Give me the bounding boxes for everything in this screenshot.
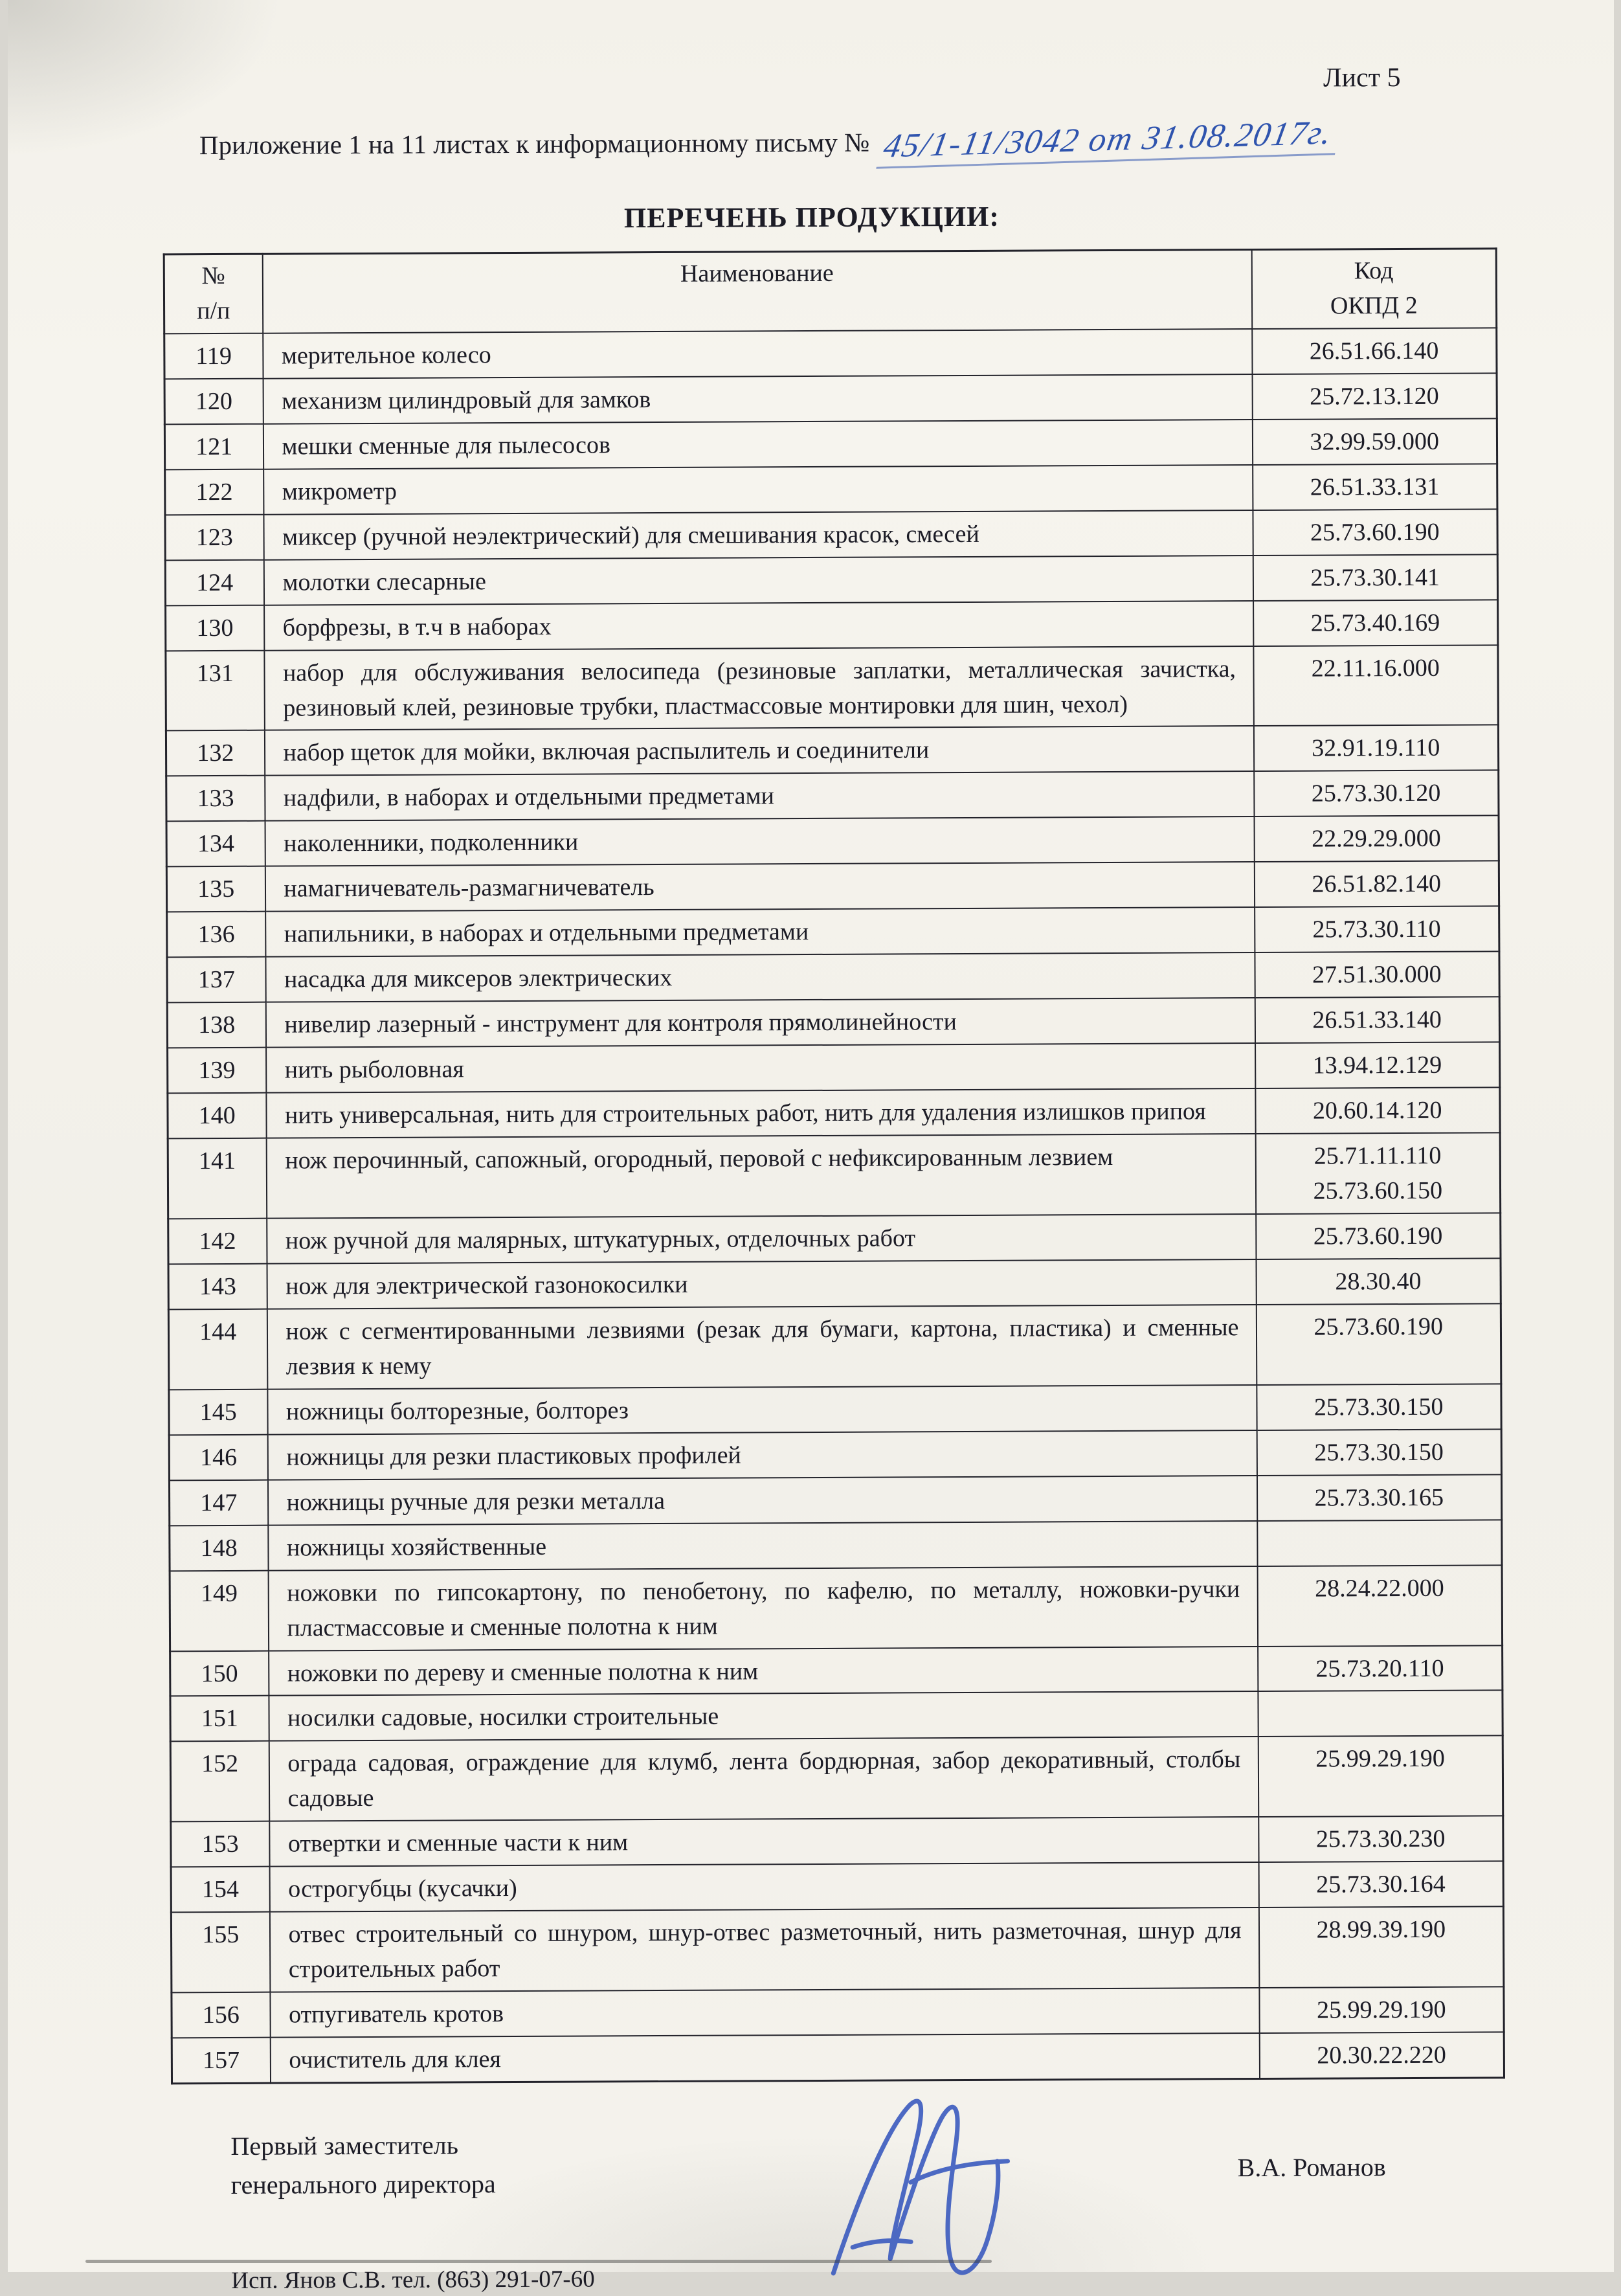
cell-code: 22.11.16.000 (1253, 645, 1498, 726)
product-table-body (164, 328, 1504, 2084)
cell-num: 131 (165, 650, 264, 731)
cell-code: 28.30.40 (1255, 1258, 1500, 1305)
table-row (170, 1816, 1503, 1867)
cell-code: 25.73.60.190 (1256, 1303, 1501, 1385)
cell-name: набор щеток для мойки, включая распылитель и соединители (264, 726, 1253, 776)
cell-num: 138 (167, 1002, 265, 1048)
cell-name: отвертки и сменные части к ним (269, 1817, 1258, 1867)
cell-num: 137 (166, 957, 265, 1003)
cell-num: 155 (171, 1912, 270, 1993)
cell-code: 25.73.30.110 (1254, 906, 1499, 953)
table-row (166, 771, 1498, 822)
table-row (165, 645, 1498, 731)
cell-name: надфили, в наборах и отдельными предметами (264, 771, 1253, 821)
table-row (169, 1520, 1501, 1571)
cell-num: 154 (171, 1867, 269, 1913)
cell-num: 156 (171, 1992, 269, 2038)
cell-num: 146 (169, 1434, 267, 1480)
table-row (168, 1384, 1501, 1435)
executor-line: Исп. Янов С.В. тел. (863) 291-07-60 (230, 2266, 595, 2294)
header-cell-code: Код ОКПД 2 (1251, 249, 1497, 329)
cell-name: мерительное колесо (262, 329, 1251, 379)
cell-num: 120 (164, 379, 263, 425)
cell-name: ограда садовая, ограждение для клумб, лента бордюрная, забор декоративный, столбы садовые (269, 1737, 1258, 1821)
cell-name: ножницы для резки пластиковых профилей (267, 1430, 1257, 1480)
cell-num: 157 (172, 2038, 270, 2084)
header-cell-num: № п/п (164, 254, 263, 333)
cell-num: 145 (168, 1389, 267, 1435)
table-row (165, 600, 1497, 651)
cell-code: 26.51.66.140 (1251, 328, 1496, 374)
cell-name: набор для обслуживания велосипеда (резиновые заплатки, металлическая зачистка, резиновый клей, резиновые трубки, пластмассовые монтировки для шин, чехол) (263, 646, 1253, 731)
header-row (164, 249, 1497, 333)
table-row (171, 1907, 1504, 1993)
cell-name: напильники, в наборах и отдельными предметами (265, 907, 1254, 957)
cell-num: 148 (169, 1525, 267, 1571)
footer-block (230, 2122, 1461, 2295)
table-row (168, 1258, 1501, 1309)
cell-num: 149 (170, 1570, 269, 1651)
cell-code: 25.73.30.150 (1256, 1384, 1501, 1430)
signer-title (230, 2126, 594, 2205)
cell-num: 124 (165, 559, 263, 605)
table-row (166, 725, 1498, 776)
cell-name: нивелир лазерный - инструмент для контроля прямолинейности (265, 998, 1255, 1048)
signer-title-line2: генерального директора (230, 2169, 496, 2200)
cell-num: 134 (166, 821, 265, 867)
cell-code: 25.73.20.110 (1257, 1645, 1502, 1692)
document-content (8, 0, 1621, 2295)
cell-name: ножовки по гипсокартону, по пенобетону, по кафелю, по металлу, ножовки-ручки пластмассовые и сменные полотна к ним (268, 1566, 1258, 1651)
cell-name: ножницы болторезные, болторез (267, 1385, 1256, 1435)
cell-code: 25.99.29.190 (1258, 1736, 1503, 1818)
cell-name: нож для электрической газонокосилки (267, 1259, 1256, 1309)
cell-name: борфрезы, в т.ч в наборах (263, 601, 1253, 651)
table-row (171, 1986, 1503, 2038)
table-row (167, 1087, 1499, 1138)
scanner-edge-artifact (85, 2260, 992, 2263)
cell-num: 153 (170, 1821, 269, 1867)
cell-code: 25.73.30.150 (1257, 1429, 1501, 1476)
table-row (170, 1565, 1503, 1651)
cell-name: нож ручной для малярных, штукатурных, отделочных работ (266, 1214, 1255, 1264)
table-row (167, 997, 1499, 1048)
cell-name: намагничеватель-размагничеватель (265, 862, 1254, 912)
table-row (170, 1645, 1502, 1696)
cell-num: 121 (164, 424, 263, 470)
cell-name: отпугиватель кротов (269, 1988, 1258, 2038)
table-row (169, 1429, 1501, 1480)
header-cell-name: Наименование (262, 250, 1252, 333)
cell-code: 25.73.30.164 (1258, 1862, 1503, 1908)
signer-name: В.А. Романов (1237, 2152, 1386, 2183)
cell-code: 25.73.30.141 (1253, 554, 1497, 601)
table-row (171, 1862, 1503, 1913)
table-row (166, 952, 1499, 1003)
cell-code: 25.73.30.165 (1257, 1474, 1501, 1521)
cell-name: нож с сегментированными лезвиями (резак для бумаги, картона, пластика) и сменные лезвия к нему (267, 1305, 1257, 1390)
table-row (170, 1691, 1502, 1742)
cell-name: молотки слесарные (263, 556, 1253, 605)
cell-code: 25.73.60.190 (1255, 1213, 1500, 1259)
product-table (162, 247, 1504, 2084)
cell-num: 119 (164, 333, 262, 379)
table-row (170, 1736, 1503, 1822)
cell-name: острогубцы (кусачки) (269, 1862, 1258, 1912)
table-row (164, 509, 1497, 560)
signer-title-line1: Первый заместитель (230, 2130, 458, 2161)
table-row (168, 1213, 1500, 1264)
cell-name: носилки садовые, носилки строительные (268, 1691, 1257, 1741)
cell-num: 147 (169, 1480, 267, 1525)
cell-num: 141 (168, 1138, 267, 1219)
cell-name: нож перочинный, сапожный, огородный, перовой с нефиксированным лезвием (266, 1134, 1256, 1219)
appendix-header-line (199, 114, 1614, 166)
cell-code: 27.51.30.000 (1254, 952, 1499, 998)
cell-num: 150 (170, 1650, 268, 1696)
table-row (164, 328, 1496, 379)
cell-name: ножницы ручные для резки металла (267, 1476, 1257, 1525)
cell-code: 25.99.29.190 (1258, 1986, 1503, 2033)
cell-code: 22.29.29.000 (1254, 816, 1499, 862)
table-row (166, 861, 1499, 912)
cell-code: 32.91.19.110 (1253, 725, 1498, 772)
table-row (168, 1303, 1501, 1390)
cell-code: 28.24.22.000 (1257, 1565, 1503, 1647)
table-row (167, 1042, 1499, 1094)
cell-name: мешки сменные для пылесосов (263, 420, 1252, 469)
cell-num: 152 (170, 1741, 269, 1822)
cell-code: 13.94.12.129 (1255, 1042, 1499, 1089)
table-row (165, 554, 1497, 605)
cell-code: 25.73.40.169 (1253, 600, 1497, 646)
cell-num: 135 (166, 866, 265, 912)
cell-num: 143 (168, 1264, 267, 1310)
cell-num: 151 (170, 1696, 268, 1742)
cell-num: 130 (165, 605, 263, 651)
cell-code: 26.51.82.140 (1254, 861, 1499, 908)
product-table-header (164, 249, 1497, 333)
cell-num: 123 (164, 514, 263, 560)
cell-name: механизм цилиндровый для замков (263, 374, 1252, 424)
cell-name: насадка для миксеров электрических (265, 952, 1254, 1002)
handwritten-letter-number: 45/1-11/3042 от 31.08.2017г. (876, 113, 1342, 169)
cell-num: 142 (168, 1219, 266, 1265)
cell-code (1257, 1691, 1502, 1737)
cell-num: 133 (166, 776, 264, 822)
table-row (169, 1474, 1501, 1525)
scanned-document-page (8, 0, 1614, 2294)
cell-code: 25.73.30.230 (1258, 1816, 1503, 1863)
cell-code: 25.73.60.190 (1252, 509, 1497, 556)
cell-code: 32.99.59.000 (1252, 418, 1497, 465)
cell-name: миксер (ручной неэлектрический) для смешивания красок, смесей (263, 510, 1252, 560)
document-title: ПЕРЕЧЕНЬ ПРОДУКЦИИ: (623, 200, 1000, 234)
cell-code: 25.71.11.110 25.73.60.150 (1255, 1132, 1501, 1214)
sheet-number-label: Лист 5 (1323, 63, 1401, 93)
cell-num: 136 (166, 912, 265, 958)
cell-code: 26.51.33.140 (1255, 997, 1499, 1044)
cell-name: ножовки по дереву и сменные полотна к ним (268, 1647, 1257, 1696)
cell-name: нить рыболовная (265, 1043, 1255, 1093)
table-row (166, 816, 1499, 867)
cell-code: 25.72.13.120 (1252, 373, 1497, 420)
table-row (164, 373, 1497, 424)
cell-code: 26.51.33.131 (1252, 464, 1497, 510)
cell-num: 140 (167, 1093, 265, 1139)
cell-name: микрометр (263, 465, 1252, 515)
cell-num: 139 (167, 1048, 265, 1094)
cell-name: нить универсальная, нить для строительных работ, нить для удаления излишков припоя (265, 1088, 1255, 1138)
cell-name: очиститель для клея (270, 2033, 1259, 2083)
cell-num: 122 (164, 469, 263, 515)
cell-name: наколенники, подколенники (265, 816, 1254, 866)
cell-code: 28.99.39.190 (1258, 1907, 1504, 1988)
cell-code: 20.30.22.220 (1259, 2032, 1504, 2078)
cell-num: 132 (166, 730, 264, 776)
table-row (168, 1132, 1501, 1219)
cell-num: 144 (168, 1309, 267, 1390)
table-row (172, 2032, 1504, 2083)
cell-code: 20.60.14.120 (1255, 1087, 1499, 1134)
cell-name: ножницы хозяйственные (267, 1521, 1257, 1571)
table-row (164, 464, 1497, 515)
cell-code: 25.73.30.120 (1253, 771, 1498, 817)
table-row (164, 418, 1497, 469)
cell-name: отвес строительный со шнуром, шнур-отвес разметочный, нить разметочная, шнур для строительных работ (269, 1908, 1259, 1992)
cell-code (1257, 1520, 1501, 1566)
appendix-header-text: Приложение 1 на 11 листах к информационному письму № (199, 127, 869, 161)
table-row (166, 906, 1499, 958)
